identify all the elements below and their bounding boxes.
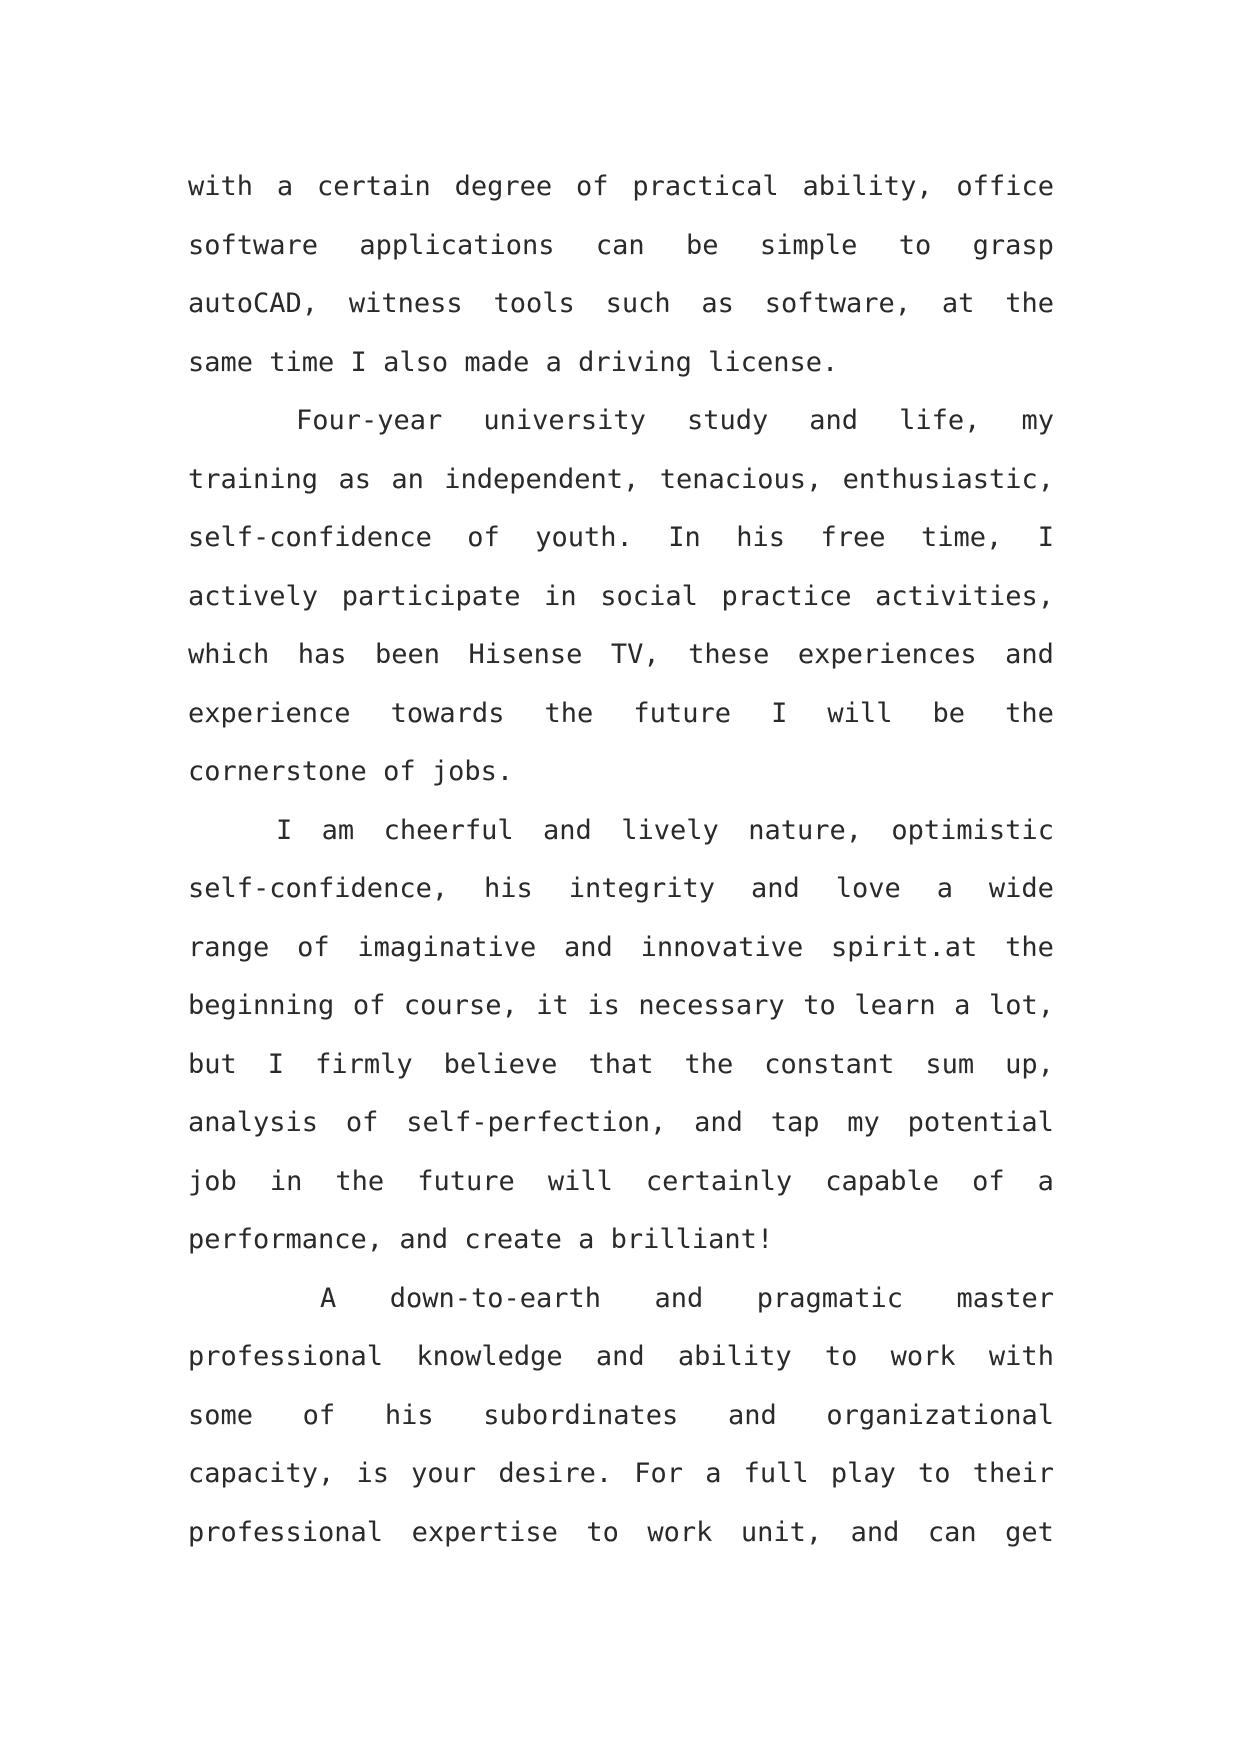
text-line: but I firmly believe that the constant sum up, — [188, 1048, 1054, 1080]
text-line: some of his subordinates and organizational — [188, 1399, 1054, 1431]
text-line: range of imaginative and innovative spirit.at the — [188, 931, 1054, 963]
text-line: cornerstone of jobs. — [188, 756, 514, 787]
text-line: training as an independent, tenacious, enthusiastic, — [188, 463, 1054, 495]
text-line: self-confidence, his integrity and love a wide — [188, 873, 1054, 904]
text-line: professional expertise to work unit, and can get — [188, 1516, 1054, 1548]
body-text — [188, 158, 1054, 1562]
text-line: with a certain degree of practical ability, office — [188, 171, 1054, 202]
paragraph — [188, 1270, 1054, 1563]
text-line: A down-to-earth and pragmatic master — [320, 1282, 1054, 1314]
paragraph — [188, 392, 1054, 802]
text-line: actively participate in social practice activities, — [188, 580, 1054, 612]
text-line: software applications can be simple to grasp — [188, 229, 1054, 261]
text-line: beginning of course, it is necessary to learn a lot, — [188, 990, 1054, 1021]
text-line: Four-year university study and life, my — [296, 405, 1054, 436]
text-line: I am cheerful and lively nature, optimistic — [276, 814, 1054, 846]
paragraph — [188, 802, 1054, 1270]
text-line: analysis of self-perfection, and tap my potential — [188, 1107, 1054, 1138]
paragraph — [188, 158, 1054, 392]
text-line: professional knowledge and ability to work with — [188, 1341, 1054, 1372]
text-line: same time I also made a driving license. — [188, 346, 839, 378]
text-line: autoCAD, witness tools such as software, at the — [188, 288, 1054, 319]
text-line: job in the future will certainly capable of a — [188, 1165, 1054, 1197]
text-line: experience towards the future I will be the — [188, 697, 1054, 729]
text-line: which has been Hisense TV, these experiences and — [188, 639, 1054, 670]
text-line: self-confidence of youth. In his free time, I — [188, 522, 1054, 553]
text-line: performance, and create a brilliant! — [188, 1224, 774, 1255]
text-line: capacity, is your desire. For a full play to their — [188, 1458, 1054, 1489]
